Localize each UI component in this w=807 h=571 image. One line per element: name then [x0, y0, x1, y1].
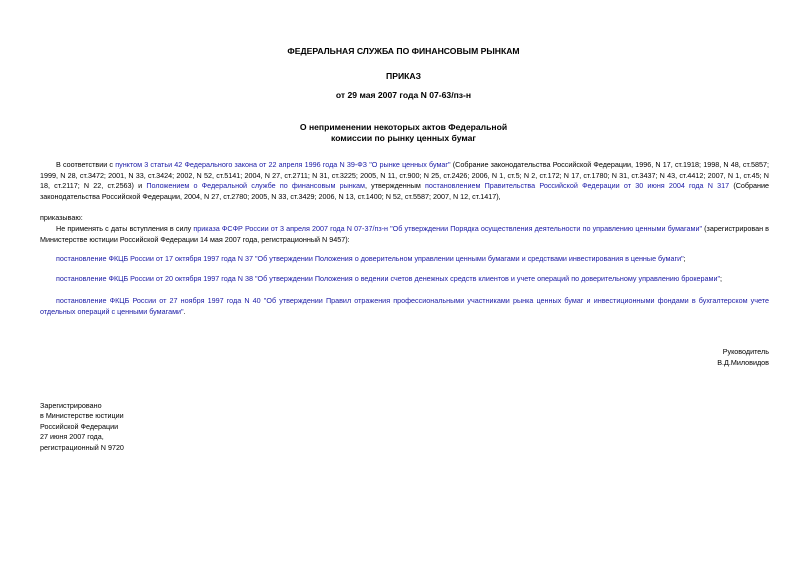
list-item-tail: ; [683, 254, 686, 263]
preamble-text-1: В соответствии с [56, 160, 116, 169]
order-word: приказываю: [40, 213, 83, 222]
list-item [40, 296, 769, 317]
preamble-text-2: (Собрание законодательства Российской Федерации, 1996, N 17, ст.1918; 1998, N 48, ст.5857; 1999, N 28, ст.3472; 2001, N 33, ст.3424; 2002, N 52, ст.5141; 2004, N 27, ст.2711; N 31, ст.3225; 2005, N 11, ст.900; N 25, ст.2426; 2006, N 1, ст.5; N 2, ст.172; N 17, ст.1780; N 31, ст.3437; N 43, ст.4412; 2007, N 1, ст.45; N 18, ст.2117; N 22, ст.2563) и [40, 160, 770, 190]
list-item-tail: . [183, 306, 186, 316]
list-item [40, 254, 769, 265]
document-type: ПРИКАЗ [386, 71, 421, 81]
law-link[interactable]: пунктом 3 статьи 42 Федерального закона от 22 апреля 1996 года N 39-ФЗ "О рынке ценных бумаг" [115, 160, 451, 169]
item-1-text-2: (зарегистрирован в Министерстве юстиции Российской Федерации 14 мая 2007 года, регистрационный N 9457): [40, 224, 770, 244]
list-item [40, 274, 769, 285]
signature-role: Руководитель [722, 347, 769, 356]
item-1-text-1: Не применять с даты вступления в силу [56, 224, 194, 233]
fkcb-decree-40-link[interactable]: постановление ФКЦБ России от 27 ноября 1997 года N 40 "Об утверждении Правил отражения профессиональными участниками рынка ценных бумаг и инвестиционными фондами в бухгалтерском учете отдельных операций с ценными бумагами" [40, 296, 769, 316]
preamble-paragraph [40, 160, 769, 202]
document-date-number: от 29 мая 2007 года N 07-63/пз-н [335, 90, 472, 100]
registration-line-5: регистрационный N 9720 [40, 442, 124, 452]
registration-line-1: Зарегистрировано [40, 401, 102, 410]
registration-line-4: 27 июня 2007 года, [40, 432, 104, 442]
item-1-paragraph [40, 224, 769, 245]
document-title-line-2: комиссии по рынку ценных бумаг [331, 133, 476, 143]
document-title-line-1: О неприменении некоторых актов Федеральной [299, 122, 508, 132]
agency-name: ФЕДЕРАЛЬНАЯ СЛУЖБА ПО ФИНАНСОВЫМ РЫНКАМ [287, 46, 520, 56]
list-item-tail: ; [720, 274, 723, 283]
fkcb-decree-37-link[interactable]: постановление ФКЦБ России от 17 октября 1997 года N 37 "Об утверждении Положения о доверительном управлении ценными бумагами и средствами инвестирования в ценные бумаги" [56, 254, 684, 263]
regulation-link[interactable]: Положением о Федеральной службе по финансовым рынкам [146, 181, 365, 190]
fsfr-order-link[interactable]: приказа ФСФР России от 3 апреля 2007 года N 07-37/пз-н "Об утверждении Порядка осуществления деятельности по управлению ценными бумагами" [193, 224, 703, 233]
fkcb-decree-38-link[interactable]: постановление ФКЦБ России от 20 октября 1997 года N 38 "Об утверждении Положения о ведении счетов денежных средств клиентов и учете операций по доверительному управлению брокерами" [56, 274, 721, 283]
preamble-text-4: (Собрание законодательства Российской Федерации, 2004, N 27, ст.2780; 2005, N 33, ст.3429; 2006, N 13, ст.1400; N 52, ст.5587; 2007, N 12, ст.1417), [40, 181, 769, 201]
government-decree-link[interactable]: постановлением Правительства Российской Федерации от 30 июня 2004 года N 317 [425, 181, 730, 190]
signature-name: В.Д.Миловидов [717, 358, 769, 367]
preamble-text-3: , утвержденным [364, 181, 426, 190]
registration-block [40, 401, 124, 453]
registration-line-2: в Министерстве юстиции [40, 411, 124, 421]
registration-line-3: Российской Федерации [40, 421, 119, 431]
